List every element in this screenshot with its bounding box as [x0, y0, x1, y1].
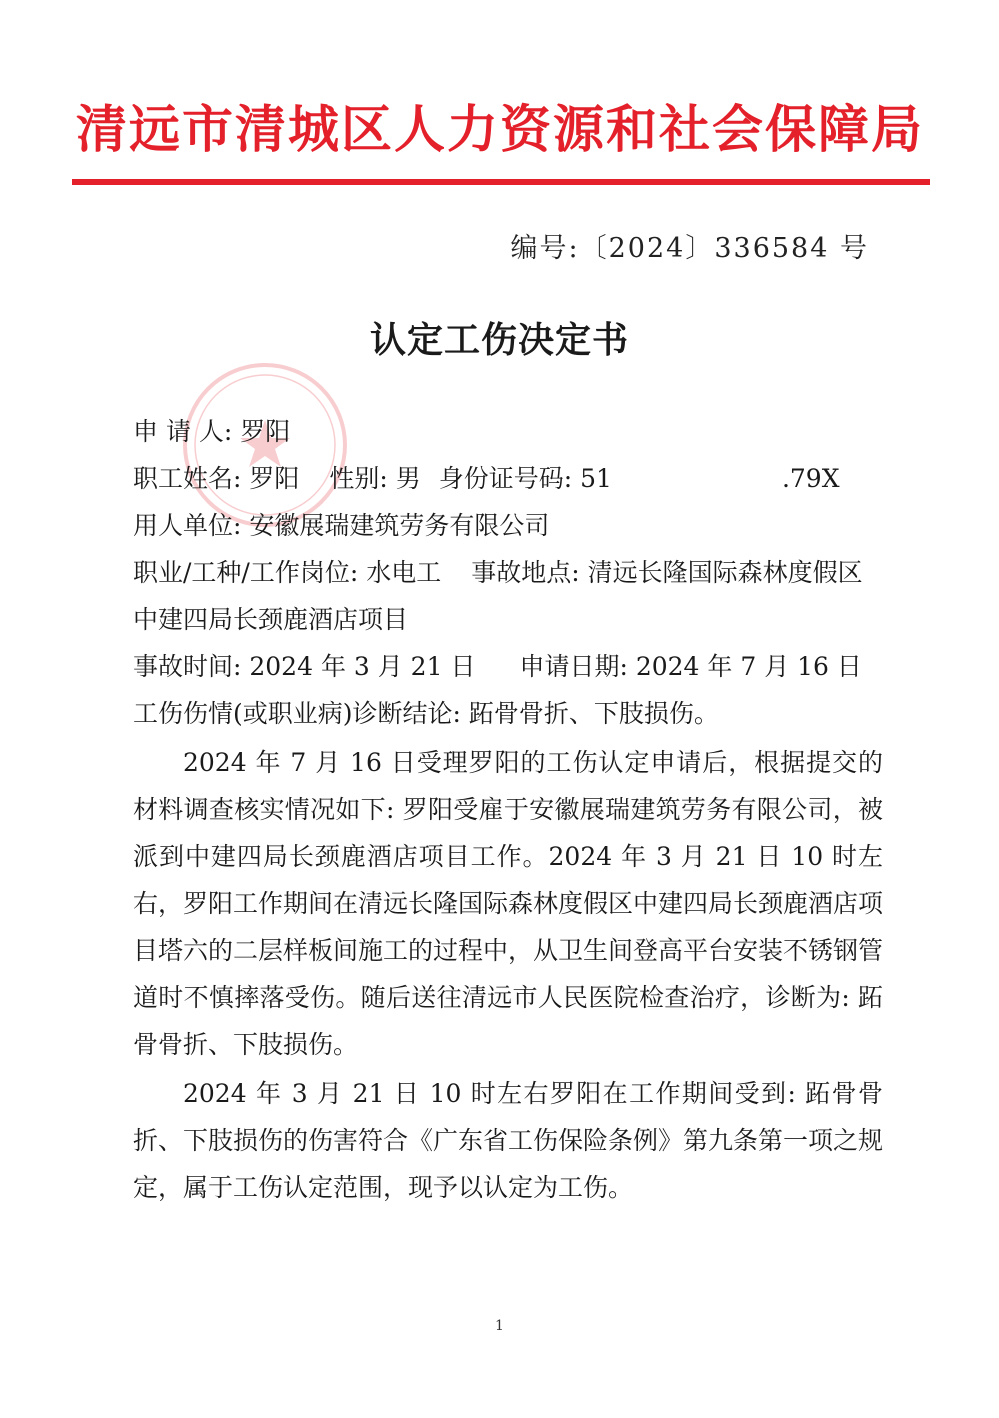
worker-info-line	[133, 455, 883, 502]
employer-field: 用人单位: 安徽展瑞建筑劳务有限公司	[133, 511, 550, 540]
document-title: 认定工伤决定书	[369, 319, 629, 361]
agency-header: 清远市清城区人力资源和社会保障局	[75, 100, 924, 160]
worker-name-field: 职工姓名: 罗阳	[133, 464, 300, 493]
document-number: 编号:〔2024〕336584 号	[510, 233, 869, 264]
accident-location-field: 事故地点: 清远长隆国际森林度假区中建四局长颈鹿酒店项目	[133, 558, 863, 634]
id-number-field: 身份证号码: 51	[438, 464, 612, 493]
header-divider	[72, 179, 930, 185]
occupation-field: 职业/工种/工作岗位: 水电工	[133, 558, 442, 587]
diagnosis-field: 工伤伤情(或职业病)诊断结论: 跖骨骨折、下肢损伤。	[133, 699, 719, 728]
gender-field: 性别: 男	[329, 464, 421, 493]
apply-date-field: 申请日期: 2024 年 7 月 16 日	[519, 652, 862, 681]
investigation-paragraph: 2024 年 7 月 16 日受理罗阳的工伤认定申请后，根据提交的材料调查核实情况如下: 罗阳受雇于安徽展瑞建筑劳务有限公司，被派到中建四局长颈鹿酒店项目工作。2024 年 3 月 21 日 10 时左右，罗阳工作期间在清远长隆国际森林度假区中建四局长颈鹿酒店项目塔六的二层样板间施工的过程中，从卫生间登高平台安装不锈钢管道时不慎摔落受伤。随后送往清远市人民医院检查治疗，诊断为: 跖骨骨折、下肢损伤。	[133, 748, 884, 1059]
document-body	[133, 408, 883, 1211]
id-number-suffix: .79X	[781, 464, 840, 493]
occupation-location-line	[133, 549, 883, 643]
decision-paragraph: 2024 年 3 月 21 日 10 时左右罗阳在工作期间受到: 跖骨骨折、下肢损伤的伤害符合《广东省工伤保险条例》第九条第一项之规定，属于工伤认定范围，现予以认定为工伤。	[133, 1079, 884, 1202]
accident-time-field: 事故时间: 2024 年 3 月 21 日	[133, 652, 476, 681]
page-number: 1	[495, 1318, 504, 1334]
dates-line	[133, 643, 883, 690]
applicant-field: 申 请 人: 罗阳	[133, 417, 291, 446]
